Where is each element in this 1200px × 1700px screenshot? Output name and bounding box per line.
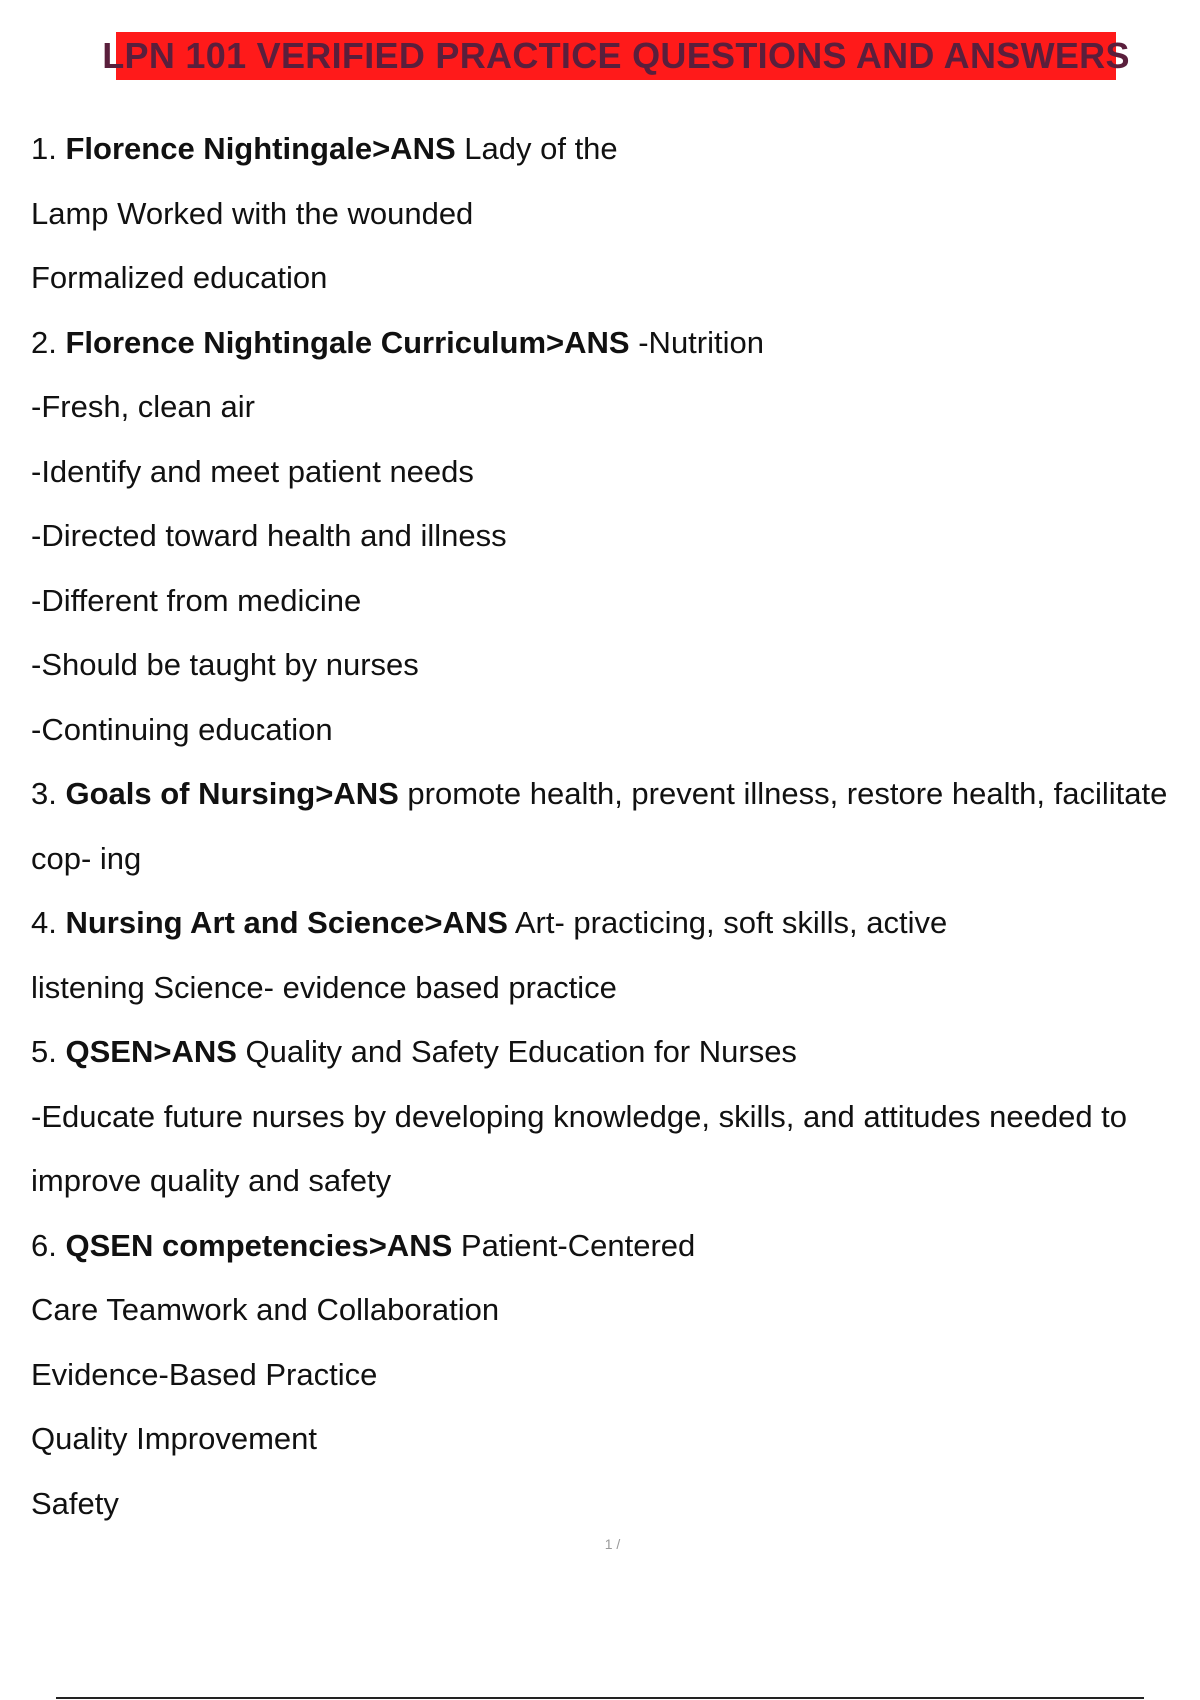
answer-line: -Directed toward health and illness xyxy=(31,518,507,553)
answer-text: -Nutrition xyxy=(638,324,764,360)
answer-line: listening Science- evidence based practice xyxy=(31,969,617,1005)
answer-line: Lamp Worked with the wounded xyxy=(31,195,474,231)
answer-line: -Fresh, clean air xyxy=(31,389,255,424)
question-term: Florence Nightingale Curriculum>ANS xyxy=(65,324,630,360)
answer-line: Quality Improvement xyxy=(31,1421,317,1456)
answer-line: Evidence-Based Practice xyxy=(31,1356,378,1392)
answer-text: Art- practicing, soft skills, active xyxy=(514,905,948,940)
question-line-3 xyxy=(31,762,1191,827)
answer-text: Patient-Centered xyxy=(460,1227,696,1263)
answer-line: -Educate future nurses by developing knowledge, skills, and attitudes needed to xyxy=(31,1098,1128,1134)
answer-text: promote health, prevent illness, restore health, facilitate xyxy=(407,776,1168,811)
answer-line: Care Teamwork and Collaboration xyxy=(31,1292,500,1327)
question-number: 3. xyxy=(31,776,57,811)
question-number: 6. xyxy=(31,1227,57,1263)
question-term: Florence Nightingale>ANS xyxy=(65,131,456,166)
question-list xyxy=(31,117,1191,1536)
question-term: Goals of Nursing>ANS xyxy=(65,776,399,811)
document-title-banner xyxy=(102,32,1130,80)
question-line-6 xyxy=(31,1214,1191,1279)
answer-line: Formalized education xyxy=(31,260,328,295)
page-number: 1 / xyxy=(604,1536,621,1552)
question-line-2 xyxy=(31,311,1191,376)
answer-line: improve quality and safety xyxy=(31,1163,392,1198)
question-number: 5. xyxy=(31,1034,57,1069)
answer-text: Lady of the xyxy=(464,131,618,166)
document-title: LPN 101 VERIFIED PRACTICE QUESTIONS AND ANSWERS xyxy=(102,35,1130,76)
answer-line: Safety xyxy=(31,1485,119,1521)
answer-line: -Identify and meet patient needs xyxy=(31,453,474,489)
answer-line: cop- ing xyxy=(31,840,142,876)
question-number: 1. xyxy=(31,131,57,166)
answer-line: -Should be taught by nurses xyxy=(31,647,419,682)
question-number: 2. xyxy=(31,324,57,360)
question-line-4 xyxy=(31,891,1191,956)
question-number: 4. xyxy=(31,905,57,940)
answer-text: Quality and Safety Education for Nurses xyxy=(245,1034,797,1069)
question-term: QSEN competencies>ANS xyxy=(65,1227,453,1263)
question-term: QSEN>ANS xyxy=(65,1034,237,1069)
answer-line: -Different from medicine xyxy=(31,582,362,618)
question-line-5 xyxy=(31,1020,1191,1085)
question-line-1 xyxy=(31,117,1191,182)
answer-line: -Continuing education xyxy=(31,711,333,747)
question-term: Nursing Art and Science>ANS xyxy=(65,905,508,940)
footer-divider xyxy=(56,1697,1144,1699)
